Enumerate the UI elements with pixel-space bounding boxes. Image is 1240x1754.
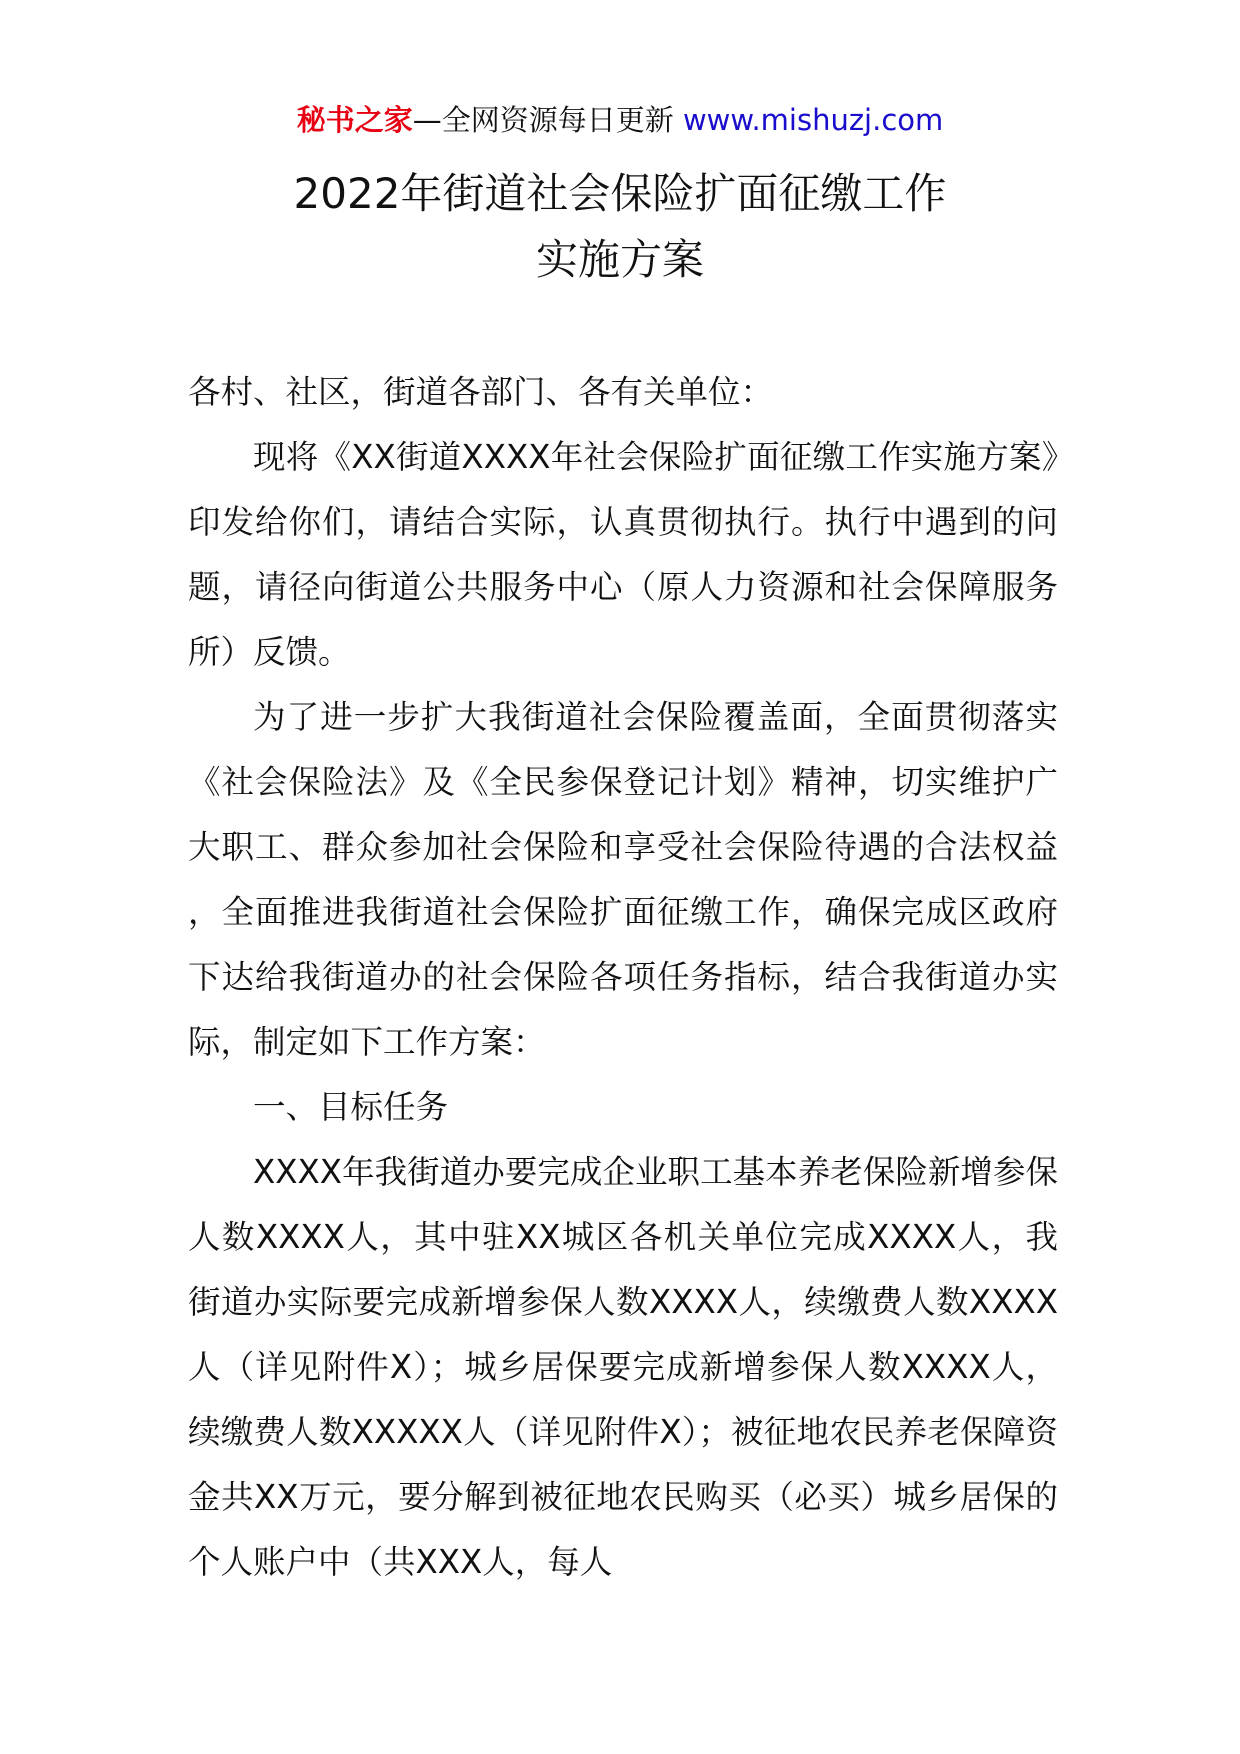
site-url-link[interactable]: www.mishuzj.com xyxy=(682,103,944,137)
site-slogan: —全网资源每日更新 xyxy=(412,103,674,137)
document-title-line-1: 2022年街道社会保险扩面征缴工作 xyxy=(293,169,947,218)
document-title-line-2: 实施方案 xyxy=(535,235,704,284)
document-body xyxy=(188,360,1058,1595)
paragraph-goals: XXXX年我街道办要完成企业职工基本养老保险新增参保人数XXXX人，其中驻XX城区各机关单位完成XXXX人，我街道办实际要完成新增参保人数XXXX人，续缴费人数XXXX人（详见附件X）；城乡居保要完成新增参保人数XXXX人，续缴费人数XXXXX人（详见附件X）；被征地农民养老保障资金共XX万元，要分解到被征地农民购买（必买）城乡居保的个人账户中（共XXX人，每人 xyxy=(188,1153,1058,1581)
site-header xyxy=(0,100,1240,140)
section-heading-goals: 一、目标任务 xyxy=(253,1088,449,1126)
site-brand: 秘书之家 xyxy=(296,103,413,137)
paragraph-purpose: 为了进一步扩大我街道社会保险覆盖面，全面贯彻落实《社会保险法》及《全民参保登记计划》精神，切实维护广大职工、群众参加社会保险和享受社会保险待遇的合法权益，全面推进我街道社会保险扩面征缴工作，确保完成区政府下达给我街道办的社会保险各项任务指标，结合我街道办实际，制定如下工作方案： xyxy=(188,698,1058,1061)
paragraph-notice: 现将《XX街道XXXX年社会保险扩面征缴工作实施方案》印发给你们，请结合实际，认真贯彻执行。执行中遇到的问题，请径向街道公共服务中心（原人力资源和社会保障服务所）反馈。 xyxy=(188,438,1058,671)
salutation: 各村、社区，街道各部门、各有关单位： xyxy=(188,373,774,411)
